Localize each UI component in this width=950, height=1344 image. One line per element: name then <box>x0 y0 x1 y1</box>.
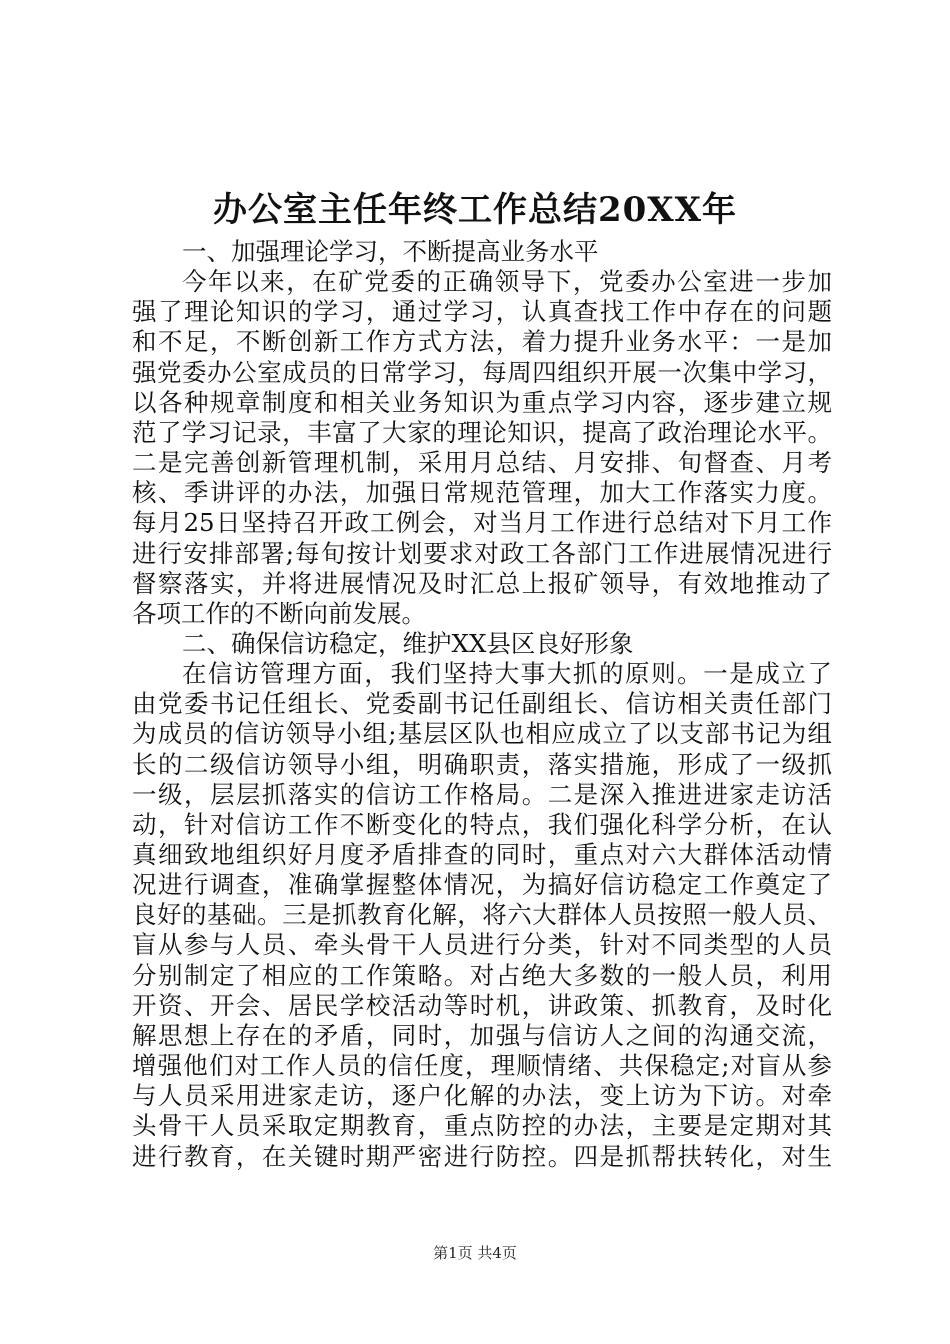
text-line: 督察落实，并将进展情况及时汇总上报矿领导，有效地推动了 <box>132 568 832 598</box>
text-line: 在信访管理方面，我们坚持大事大抓的原则。一是成立了 <box>182 659 832 689</box>
text-line: 二是完善创新管理机制，采用月总结、月安排、旬督查、月考 <box>132 448 832 477</box>
text-line: 进行教育，在关键时期严密进行防控。四是抓帮扶转化，对生 <box>132 1141 832 1171</box>
text-line: 由党委书记任组长、党委副书记任副组长、信访相关责任部门 <box>132 689 832 719</box>
text-line: 增强他们对工作人员的信任度，理顺情绪、共保稳定;对盲从参 <box>132 1051 832 1080</box>
text-line: 各项工作的不断向前发展。 <box>132 598 426 628</box>
text-line: 一、加强理论学习，不断提高业务水平 <box>182 237 599 266</box>
text-line: 与人员采用进家走访，逐户化解的办法，变上访为下访。对牵 <box>132 1081 832 1111</box>
text-line: 分别制定了相应的工作策略。对占绝大多数的一般人员，利用 <box>132 960 832 990</box>
text-line: 开资、开会、居民学校活动等时机，讲政策、抓教育，及时化 <box>132 990 832 1020</box>
text-line: 良好的基础。三是抓教育化解，将六大群体人员按照一般人员、 <box>132 900 832 930</box>
text-line: 二、确保信访稳定，维护XX县区良好形象 <box>182 629 634 658</box>
text-line: 一级，层层抓落实的信访工作格局。二是深入推进进家走访活 <box>132 779 832 809</box>
text-line: 真细致地组织好月度矛盾排查的同时，重点对六大群体活动情 <box>132 840 832 869</box>
page-footer: 第1页 共4页 <box>433 1244 517 1262</box>
text-line: 动，针对信访工作不断变化的特点，我们强化科学分析，在认 <box>132 809 832 839</box>
text-line: 为成员的信访领导小组;基层区队也相应成立了以支部书记为组 <box>132 719 832 749</box>
text-line: 盲从参与人员、牵头骨干人员进行分类，针对不同类型的人员 <box>132 930 832 960</box>
text-line: 长的二级信访领导小组，明确职责，落实措施，形成了一级抓 <box>132 749 832 779</box>
text-line: 解思想上存在的矛盾，同时，加强与信访人之间的沟通交流， <box>132 1020 832 1050</box>
text-line: 以各种规章制度和相关业务知识为重点学习内容，逐步建立规 <box>132 387 832 417</box>
text-line: 况进行调查，准确掌握整体情况，为搞好信访稳定工作奠定了 <box>132 870 832 900</box>
text-line: 每月25日坚持召开政工例会，对当月工作进行总结对下月工作 <box>132 508 832 538</box>
text-line: 进行安排部署;每旬按计划要求对政工各部门工作进展情况进行 <box>132 538 832 568</box>
text-line: 头骨干人员采取定期教育，重点防控的办法，主要是定期对其 <box>132 1111 832 1141</box>
text-line: 今年以来，在矿党委的正确领导下，党委办公室进一步加 <box>182 267 832 297</box>
text-line: 强了理论知识的学习，通过学习，认真查找工作中存在的问题 <box>132 297 832 327</box>
text-line: 范了学习记录，丰富了大家的理论知识，提高了政治理论水平。 <box>132 417 832 447</box>
text-line: 和不足，不断创新工作方式方法，着力提升业务水平：一是加 <box>132 327 832 357</box>
text-line: 强党委办公室成员的日常学习，每周四组织开展一次集中学习， <box>132 357 832 387</box>
text-line: 核、季讲评的办法，加强日常规范管理，加大工作落实力度。 <box>132 478 832 508</box>
document-title: 办公室主任年终工作总结20XX年 <box>212 190 738 230</box>
